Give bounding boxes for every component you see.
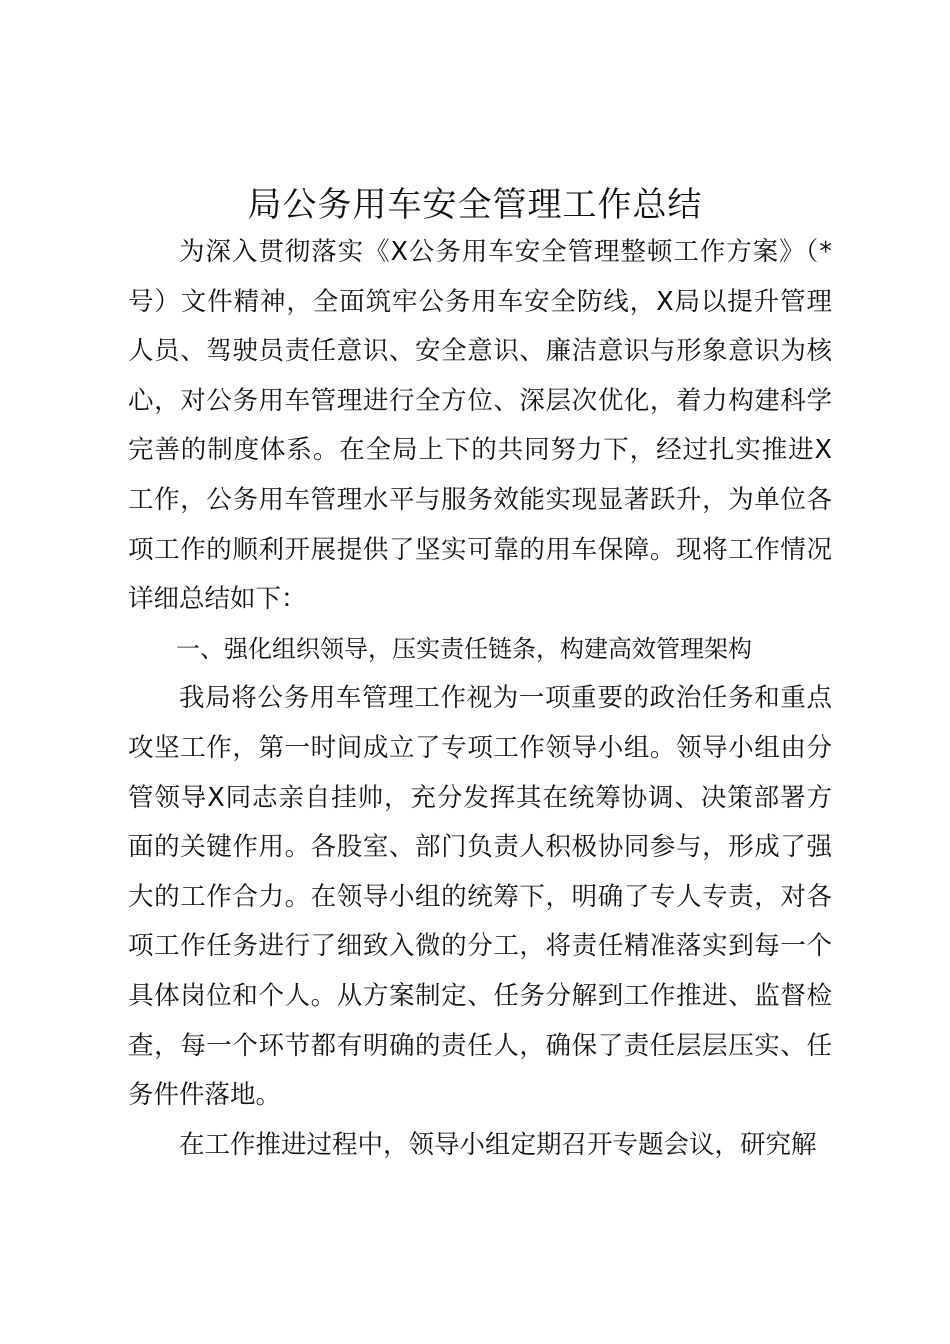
section-heading-1: 一、强化组织领导，压实责任链条，构建高效管理架构 (176, 634, 752, 663)
section-1-paragraph-1: 我局将公务用车管理工作视为一项重要的政治任务和重点攻坚工作，第一时间成立了专项工作领导小组。领导小组由分管领导X同志亲自挂帅，充分发挥其在统筹协调、决策部署方面的关键作用。各股室、部门负责人积极协同参与，形成了强大的工作合力。在领导小组的统筹下，明确了专人专责，对各项工作任务进行了细致入微的分工，将责任精准落实到每一个具体岗位和个人。从方案制定、任务分解到工作推进、监督检查，每一个环节都有明确的责任人，确保了责任层层压实、任务件件落地。 (128, 683, 832, 1111)
document-body (128, 228, 832, 1170)
intro-paragraph: 为深入贯彻落实《X公务用车安全管理整顿工作方案》（*号）文件精神，全面筑牢公务用车安全防线，X局以提升管理人员、驾驶员责任意识、安全意识、廉洁意识与形象意识为核心，对公务用车管理进行全方位、深层次优化，着力构建科学完善的制度体系。在全局上下的共同努力下，经过扎实推进X工作，公务用车管理水平与服务效能实现显著跃升，为单位各项工作的顺利开展提供了坚实可靠的用车保障。现将工作情况详细总结如下： (128, 237, 832, 615)
section-1-paragraph-2: 在工作推进过程中，领导小组定期召开专题会议，研究解 (179, 1129, 817, 1160)
document-title: 局公务用车安全管理工作总结 (247, 185, 703, 225)
